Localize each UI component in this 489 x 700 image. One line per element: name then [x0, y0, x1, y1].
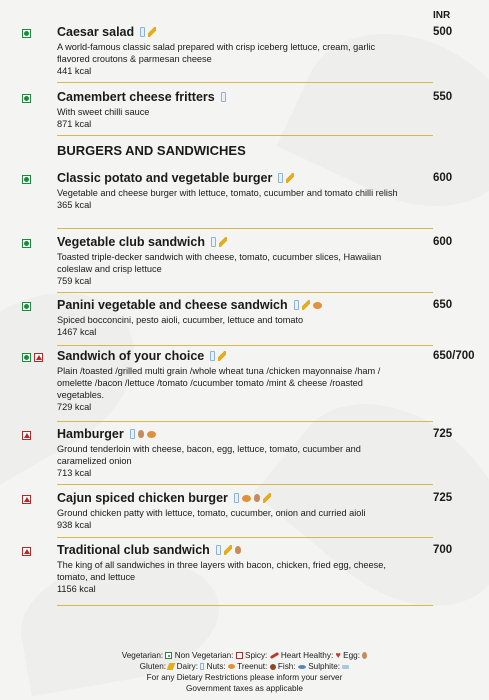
item-price: 600	[433, 172, 453, 184]
item-name	[57, 298, 322, 312]
divider	[57, 135, 433, 136]
item-name	[57, 543, 241, 557]
currency-label: INR	[433, 10, 451, 21]
glass-icon	[294, 300, 299, 310]
item-description	[57, 187, 407, 211]
dietary-legend	[0, 650, 489, 694]
diet-markers	[22, 175, 31, 184]
veg-icon	[22, 94, 31, 103]
legend-non-vegetarian-label: Non Vegetarian:	[174, 651, 234, 660]
legend-heart-label: Heart Healthy:	[280, 651, 334, 660]
item-description-text: With sweet chilli sauce	[57, 107, 150, 117]
legend-note-dietary: For any Dietary Restrictions please inform your server	[146, 673, 343, 682]
divider	[57, 484, 433, 485]
glass-icon	[200, 663, 204, 670]
diet-markers	[22, 302, 31, 311]
item-kcal: 1156 kcal	[57, 584, 96, 594]
nut-icon	[313, 302, 322, 309]
wheat-icon	[148, 27, 156, 37]
glass-icon	[211, 237, 216, 247]
egg-icon	[362, 652, 367, 659]
heart-icon: ♥	[335, 650, 341, 660]
item-name-text: Camembert cheese fritters	[57, 90, 215, 104]
item-description	[57, 365, 407, 413]
legend-note-taxes: Government taxes as applicable	[186, 684, 303, 693]
item-kcal: 365 kcal	[57, 200, 92, 210]
glass-icon	[210, 351, 215, 361]
item-price: 550	[433, 91, 453, 103]
divider	[57, 537, 433, 538]
item-name-text: Traditional club sandwich	[57, 543, 210, 557]
treenut-icon	[270, 664, 276, 670]
non-veg-icon	[22, 547, 31, 556]
veg-icon	[22, 29, 31, 38]
item-price: 600	[433, 236, 453, 248]
diet-markers	[22, 94, 31, 103]
legend-row-1	[0, 650, 489, 661]
item-name	[57, 171, 294, 185]
item-description	[57, 507, 407, 531]
nut-icon	[242, 495, 251, 502]
legend-sulphite-label: Sulphite:	[308, 662, 341, 671]
item-name-text: Vegetable club sandwich	[57, 235, 205, 249]
diet-markers	[22, 353, 43, 362]
item-price: 725	[433, 428, 453, 440]
divider	[57, 345, 433, 346]
item-name	[57, 349, 226, 363]
item-description-text: A world-famous classic salad prepared with crisp iceberg lettuce, cream, garlic flavored croutons & parmesan cheese	[57, 42, 376, 64]
wheat-icon	[167, 663, 176, 670]
item-description	[57, 559, 407, 595]
item-price: 700	[433, 544, 453, 556]
divider	[57, 82, 433, 83]
item-kcal: 1467 kcal	[57, 327, 97, 337]
fish-icon	[298, 665, 306, 669]
item-kcal: 759 kcal	[57, 276, 92, 286]
item-name-text: Panini vegetable and cheese sandwich	[57, 298, 288, 312]
glass-icon	[278, 173, 283, 183]
wheat-icon	[286, 173, 294, 183]
item-name-text: Caesar salad	[57, 25, 135, 39]
item-description-text: Ground chicken patty with lettuce, tomato, cucumber, onion and curried aioli	[57, 508, 366, 518]
item-description	[57, 314, 407, 338]
non-veg-icon	[22, 495, 31, 504]
item-description	[57, 251, 407, 287]
item-description	[57, 41, 407, 77]
item-price: 500	[433, 26, 453, 38]
wheat-icon	[219, 237, 227, 247]
divider	[57, 421, 433, 422]
divider	[57, 228, 433, 229]
egg-icon	[254, 494, 260, 502]
diet-markers	[22, 431, 31, 440]
item-name	[57, 427, 156, 441]
veg-icon	[22, 353, 31, 362]
divider	[57, 292, 433, 293]
divider	[57, 605, 433, 606]
item-kcal: 713 kcal	[57, 468, 92, 478]
non-veg-icon	[34, 353, 43, 362]
legend-treenut-label: Treenut:	[237, 662, 268, 671]
wheat-icon	[224, 545, 232, 555]
diet-markers	[22, 29, 31, 38]
diet-markers	[22, 495, 31, 504]
veg-icon	[22, 302, 31, 311]
veg-icon	[22, 175, 31, 184]
wheat-icon	[263, 493, 271, 503]
non-veg-icon	[22, 431, 31, 440]
legend-egg-label: Egg:	[343, 651, 360, 660]
egg-icon	[138, 430, 144, 438]
veg-icon	[165, 652, 172, 659]
wheat-icon	[302, 300, 310, 310]
diet-markers	[22, 239, 31, 248]
item-name-text: Hamburger	[57, 427, 124, 441]
legend-fish-label: Fish:	[277, 662, 296, 671]
legend-gluten-label: Gluten:	[139, 662, 167, 671]
item-name	[57, 235, 227, 249]
legend-vegetarian-label: Vegetarian:	[121, 651, 164, 660]
item-name	[57, 90, 226, 104]
glass-icon	[234, 493, 239, 503]
item-name-text: Cajun spiced chicken burger	[57, 491, 228, 505]
item-kcal: 441 kcal	[57, 66, 92, 76]
item-description	[57, 443, 407, 479]
glass-icon	[140, 27, 145, 37]
diet-markers	[22, 547, 31, 556]
nut-icon	[147, 431, 156, 438]
item-name-text: Sandwich of your choice	[57, 349, 205, 363]
item-description-text: Vegetable and cheese burger with lettuce, tomato, cucumber and tomato chilli relish	[57, 188, 398, 198]
legend-row-2	[0, 661, 489, 672]
section-title: BURGERS AND SANDWICHES	[57, 143, 246, 158]
item-name-text: Classic potato and vegetable burger	[57, 171, 273, 185]
non-veg-icon	[236, 652, 243, 659]
item-description	[57, 106, 407, 130]
item-name	[57, 491, 271, 505]
item-kcal: 938 kcal	[57, 520, 92, 530]
item-description-text: Ground tenderloin with cheese, bacon, egg, lettuce, tomato, cucumber and caramelized onion	[57, 444, 361, 466]
glass-icon	[130, 429, 135, 439]
chilli-icon	[269, 652, 278, 659]
wheat-icon	[218, 351, 226, 361]
nut-icon	[228, 664, 235, 669]
legend-nuts-label: Nuts:	[206, 662, 226, 671]
egg-icon	[235, 546, 241, 554]
item-description-text: Toasted triple-decker sandwich with cheese, tomato, cucumber slices, Hawaiian coleslaw and crisp lettuce	[57, 252, 382, 274]
item-name	[57, 25, 156, 39]
veg-icon	[22, 239, 31, 248]
legend-spicy-label: Spicy:	[245, 651, 268, 660]
item-kcal: 871 kcal	[57, 119, 92, 129]
item-price: 650	[433, 299, 453, 311]
glass-icon	[216, 545, 221, 555]
item-description-text: Plain /toasted /grilled multi grain /whole wheat tuna /chicken mayonnaise /ham / omelette /bacon /lettuce /tomato /cucumber tomato /mint & cheese /roasted vegetables.	[57, 366, 381, 400]
glass-icon	[221, 92, 226, 102]
legend-dairy-label: Dairy:	[176, 662, 199, 671]
item-price: 725	[433, 492, 453, 504]
item-description-text: The king of all sandwiches in three layers with bacon, chicken, fried egg, cheese, tomato, and lettuce	[57, 560, 386, 582]
item-price: 650/700	[433, 350, 475, 362]
sulphite-icon	[342, 665, 349, 669]
item-kcal: 729 kcal	[57, 402, 92, 412]
item-description-text: Spiced bocconcini, pesto aioli, cucumber, lettuce and tomato	[57, 315, 304, 325]
